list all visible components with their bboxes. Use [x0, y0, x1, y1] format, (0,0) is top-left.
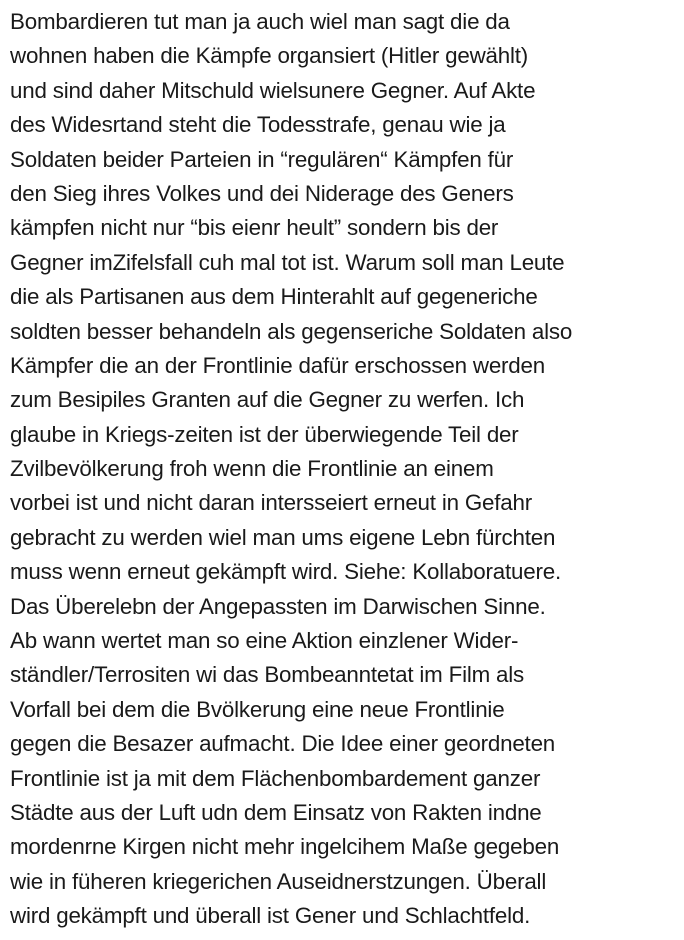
- text-line: wie in füheren kriegerichen Auseidnerstzungen. Überall: [10, 868, 547, 894]
- text-line: gebracht zu werden wiel man ums eigene Lebn fürchten: [10, 524, 556, 550]
- text-line: ständler/Terrositen wi das Bombeanntetat im Film als: [10, 662, 525, 688]
- text-line: und sind daher Mitschuld wielsunere Gegner. Auf Akte: [10, 77, 536, 103]
- text-line: wird gekämpft und überall ist Gener und Schlachtfeld.: [10, 903, 531, 929]
- text-line: des Widesrtand steht die Todesstrafe, genau wie ja: [10, 112, 506, 138]
- text-line: Gegner imZifelsfall cuh mal tot ist. Warum soll man Leute: [10, 249, 565, 275]
- text-line: Frontlinie ist ja mit dem Flächenbombardement ganzer: [10, 765, 541, 791]
- body-text: [10, 5, 682, 934]
- text-line: vorbei ist und nicht daran intersseiert erneut in Gefahr: [10, 490, 532, 516]
- text-line: Soldaten beider Parteien in “regulären“ Kämpfen für: [10, 146, 514, 172]
- text-line: muss wenn erneut gekämpft wird. Siehe: Kollaboratuere.: [10, 559, 561, 585]
- text-line: soldten besser behandeln als gegenseriche Soldaten also: [10, 318, 573, 344]
- text-line: Städte aus der Luft udn dem Einsatz von Rakten indne: [10, 799, 542, 825]
- text-line: glaube in Kriegs-zeiten ist der überwiegende Teil der: [10, 421, 519, 447]
- text-line: Vorfall bei dem die Bvölkerung eine neue Frontlinie: [10, 696, 505, 722]
- text-line: kämpfen nicht nur “bis eienr heult” sondern bis der: [10, 215, 499, 241]
- text-line: zum Besipiles Granten auf die Gegner zu werfen. Ich: [10, 387, 525, 413]
- text-line: Das Überelebn der Angepassten im Darwischen Sinne.: [10, 593, 546, 619]
- text-line: gegen die Besazer aufmacht. Die Idee einer geordneten: [10, 731, 556, 757]
- text-line: Ab wann wertet man so eine Aktion einzlener Wider-: [10, 628, 519, 654]
- text-line: die als Partisanen aus dem Hinterahlt auf gegeneriche: [10, 284, 538, 310]
- text-line: wohnen haben die Kämpfe organsiert (Hitler gewählt): [10, 43, 529, 69]
- text-line: Bombardieren tut man ja auch wiel man sagt die da: [10, 9, 510, 34]
- text-line: den Sieg ihres Volkes und dei Niderage des Geners: [10, 180, 514, 206]
- text-line: Kämpfer die an der Frontlinie dafür erschossen werden: [10, 352, 546, 378]
- text-line: mordenrne Kirgen nicht mehr ingelcihem Maße gegeben: [10, 834, 560, 860]
- text-line: Zvilbevölkerung froh wenn die Frontlinie an einem: [10, 456, 494, 482]
